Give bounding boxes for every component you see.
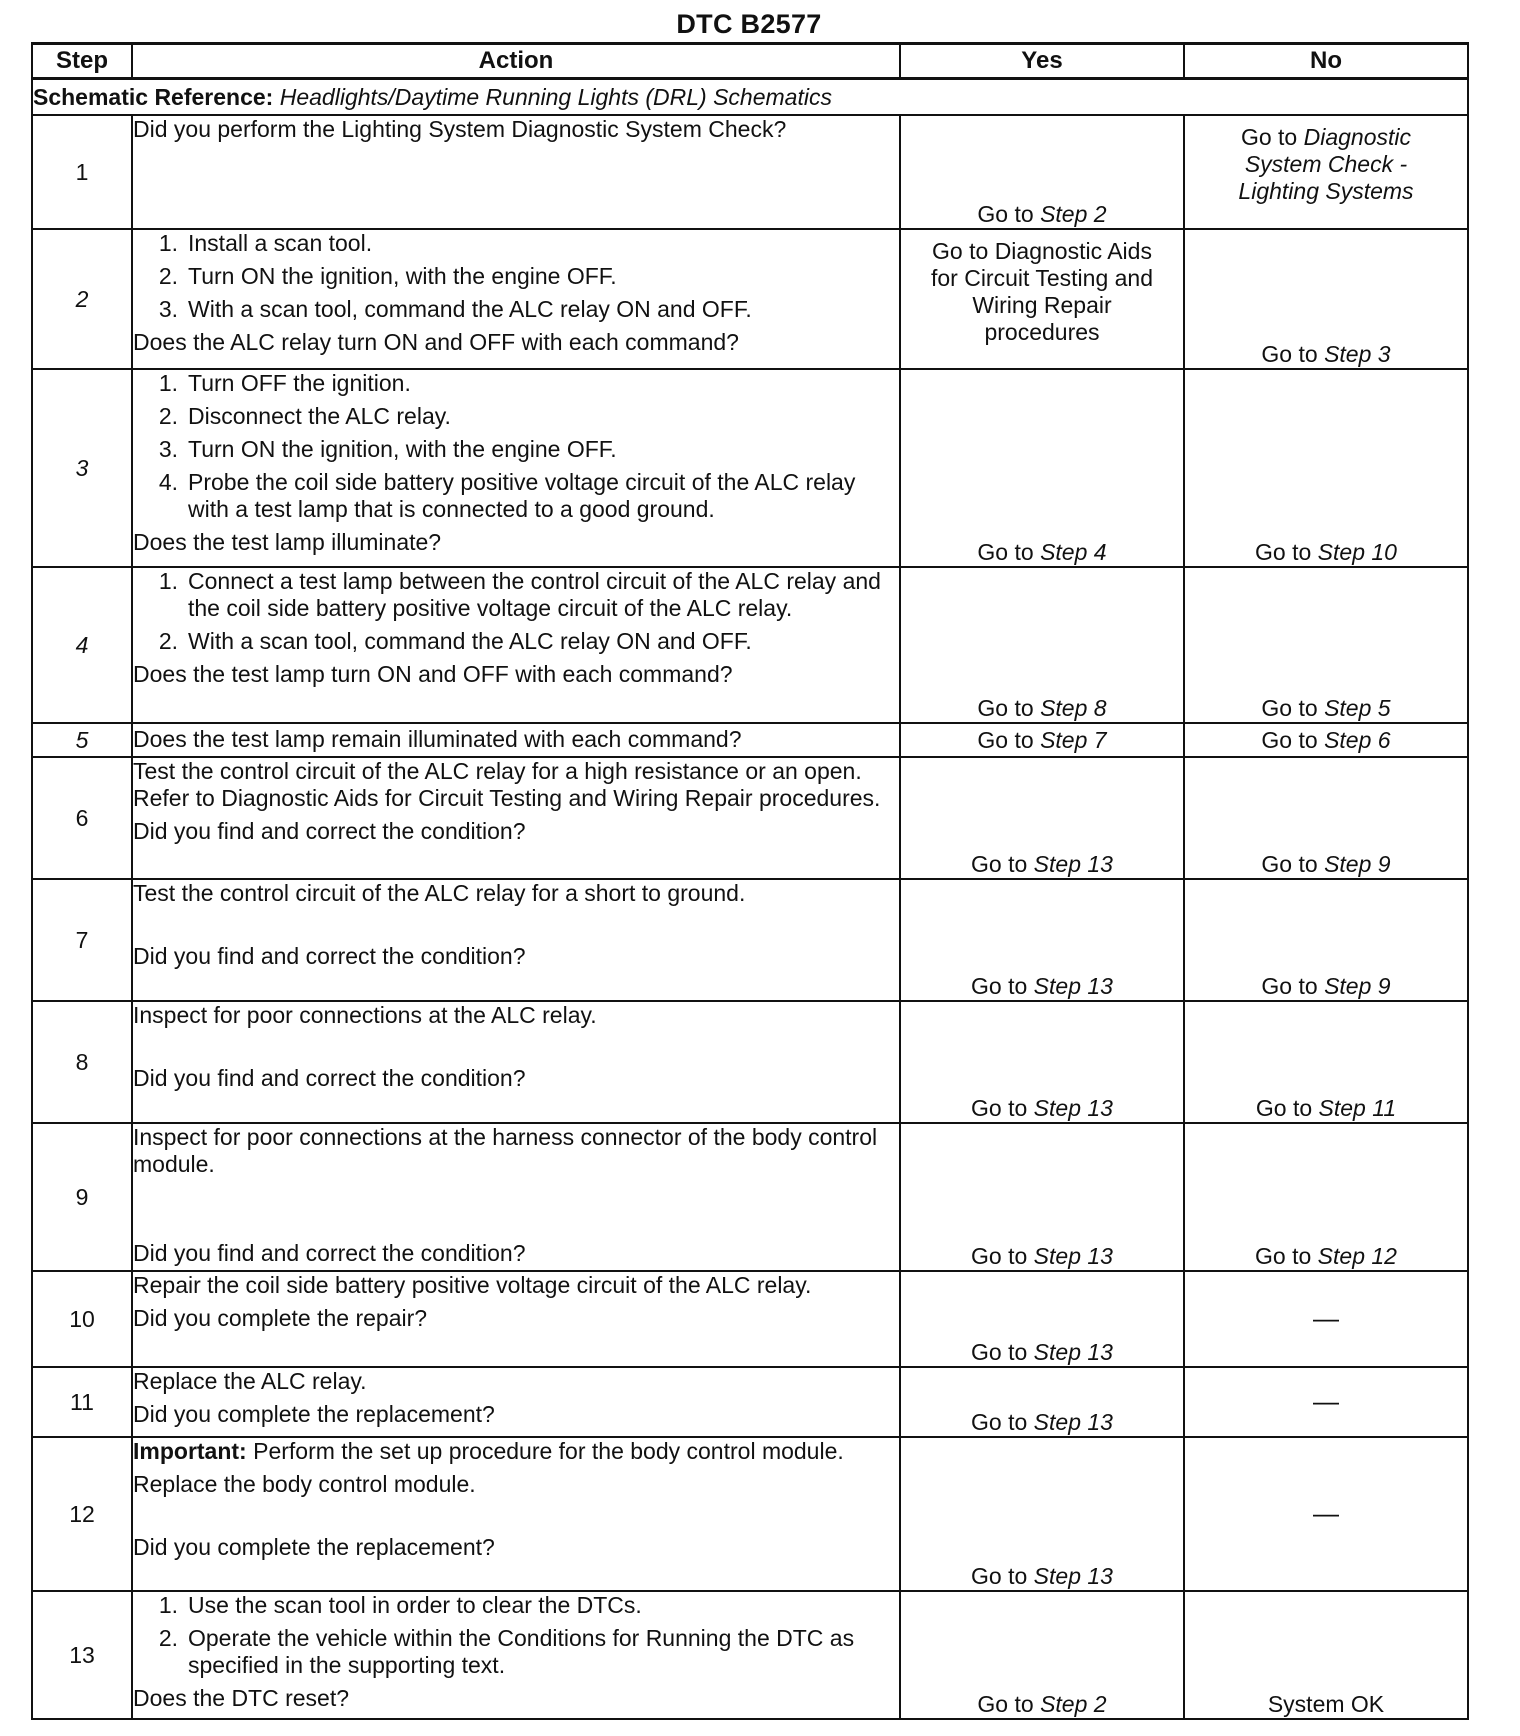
question: Does the test lamp turn ON and OFF with each command? [133,661,733,687]
yes-step-link: Step 13 [1033,1095,1113,1121]
yes-cell [900,723,1184,757]
yes-prefix: Go to [977,726,1041,753]
no-link-line2: System Check - [1244,151,1408,177]
step-number: 5 [32,723,132,757]
no-cell [1184,1271,1468,1367]
yes-step-link: Step 2 [1040,1691,1107,1717]
header-yes: Yes [900,44,1184,79]
item-text: Connect a test lamp between the control circuit of the ALC relay and the coil side battery positive voltage circuit of the ALC relay. [188,568,881,621]
no-cell [1184,369,1468,567]
question: Did you find and correct the condition? [133,1240,526,1266]
table-row [32,1001,1468,1123]
item-number: 1. [158,568,178,594]
no-prefix: Go to [1261,695,1325,721]
action-cell [132,1271,900,1367]
schematic-reference [32,79,1468,116]
item-number: 1. [158,370,178,396]
yes-prefix: Go to [977,1691,1041,1717]
item-text: Disconnect the ALC relay. [188,403,451,429]
item-number: 1. [158,1592,178,1618]
yes-prefix: Go to [971,851,1034,877]
yes-cell [900,879,1184,1001]
table-row [32,757,1468,879]
item-number: 1. [158,230,178,256]
no-dash: — [1313,1498,1339,1528]
table-row [32,369,1468,567]
no-step-link: Step 3 [1324,341,1391,367]
question: Did you complete the repair? [133,1305,428,1331]
yes-prefix: Go to [971,1095,1034,1121]
yes-cell [900,1367,1184,1437]
yes-cell [900,1591,1184,1719]
no-prefix: Go to [1255,539,1318,565]
action-cell [132,115,900,229]
yes-step-link: Step 8 [1040,695,1107,721]
yes-cell [900,1271,1184,1367]
no-dash: — [1313,1303,1339,1333]
item-text: With a scan tool, command the ALC relay ON and OFF. [188,296,752,322]
action-list [133,370,899,523]
schematic-reference-label: Schematic Reference: [33,83,274,110]
no-step-link: Step 12 [1317,1243,1397,1269]
action-cell [132,229,900,369]
item-text: With a scan tool, command the ALC relay ON and OFF. [188,628,752,654]
question: Did you complete the replacement? [133,1401,495,1427]
no-cell [1184,567,1468,723]
page-title: DTC B2577 [676,9,822,39]
step-number: 9 [32,1123,132,1271]
yes-cell [900,369,1184,567]
diagnostic-table [31,42,1469,1720]
no-prefix: Go to [1261,973,1325,999]
item-number: 4. [158,469,178,495]
item-number: 3. [158,436,178,462]
yes-step-link: Step 13 [1033,851,1113,877]
no-step-link: Step 9 [1324,973,1391,999]
no-cell [1184,229,1468,369]
action-cell [132,369,900,567]
important-text: Perform the set up procedure for the body control module. [246,1438,844,1464]
yes-cell [900,115,1184,229]
yes-cell [900,567,1184,723]
question: Does the test lamp remain illuminated with each command? [133,726,742,752]
action-list [133,230,899,323]
yes-cell [900,1123,1184,1271]
action-cell [132,1123,900,1271]
yes-step-link: Step 13 [1033,973,1113,999]
yes-prefix: Go to [971,973,1034,999]
no-link-line1: Diagnostic [1303,124,1412,150]
no-step-link: Step 10 [1317,539,1397,565]
item-text: Turn OFF the ignition. [188,370,411,396]
table-row [32,1123,1468,1271]
item-text: Operate the vehicle within the Conditions for Running the DTC as specified in the supporting text. [188,1625,855,1678]
list-item [133,370,899,397]
yes-prefix: Go to [977,539,1041,565]
no-cell [1184,1367,1468,1437]
item-text: Install a scan tool. [188,230,373,256]
list-item [133,296,899,323]
question: Did you find and correct the condition? [133,1065,526,1091]
yes-prefix: Go to [971,1563,1034,1589]
list-item [133,568,899,622]
question: Did you find and correct the condition? [133,943,526,969]
header-step: Step [32,44,132,79]
yes-cell [900,757,1184,879]
question: Does the test lamp illuminate? [133,529,442,555]
no-cell [1184,757,1468,879]
table-row [32,1271,1468,1367]
item-number: 3. [158,296,178,322]
table-row [32,567,1468,723]
question: Does the ALC relay turn ON and OFF with each command? [133,329,739,355]
table-row [32,1591,1468,1719]
action-text: Replace the body control module. [133,1471,476,1497]
list-item [133,263,899,290]
header-row [32,44,1468,79]
no-prefix: Go to [1261,851,1325,877]
schematic-reference-row [32,79,1468,116]
no-prefix: Go to [1255,1243,1318,1269]
step-number: 3 [32,369,132,567]
no-cell [1184,879,1468,1001]
no-dash: — [1313,1386,1339,1416]
list-item [133,1592,899,1619]
list-item [133,1625,899,1679]
question: Did you find and correct the condition? [133,818,526,844]
item-text: Turn ON the ignition, with the engine OFF. [188,263,617,289]
list-item [133,403,899,430]
important-note [133,1438,899,1465]
item-number: 2. [158,1625,178,1651]
action-cell [132,723,900,757]
no-step-link: Step 6 [1324,726,1391,753]
step-number: 11 [32,1367,132,1437]
yes-step-link: Step 4 [1040,539,1107,565]
item-number: 2. [158,263,178,289]
list-item [133,230,899,257]
step-number: 8 [32,1001,132,1123]
action-list [133,568,899,655]
no-cell [1184,1437,1468,1591]
yes-step-link: Step 2 [1040,201,1107,227]
yes-prefix: Go to [977,201,1041,227]
no-prefix: Go to [1255,1095,1319,1121]
action-cell [132,1367,900,1437]
table-row [32,1437,1468,1591]
yes-text: Go to Diagnostic Aids for Circuit Testing and Wiring Repair procedures [930,238,1153,345]
no-cell [1184,1001,1468,1123]
yes-step-link: Step 7 [1040,726,1107,753]
action-text: Replace the ALC relay. [133,1368,367,1394]
item-text: Use the scan tool in order to clear the DTCs. [188,1592,642,1618]
list-item [133,628,899,655]
yes-cell [900,229,1184,369]
yes-prefix: Go to [971,1339,1034,1365]
action-text: Test the control circuit of the ALC relay for a short to ground. [133,880,746,906]
yes-prefix: Go to [977,695,1041,721]
no-link-line3: Lighting Systems [1238,178,1414,204]
action-cell [132,1001,900,1123]
yes-prefix: Go to [971,1409,1034,1435]
step-number: 2 [32,229,132,369]
yes-step-link: Step 13 [1033,1563,1113,1589]
schematic-reference-link: Headlights/Daytime Running Lights (DRL) Schematics [279,83,832,110]
yes-cell [900,1437,1184,1591]
no-cell [1184,115,1468,229]
step-number: 1 [32,115,132,229]
action-cell [132,1591,900,1719]
no-prefix: Go to [1240,124,1304,150]
item-text: Probe the coil side battery positive voltage circuit of the ALC relay with a test lamp that is connected to a good ground. [188,469,856,522]
list-item [133,469,899,523]
no-step-link: Step 5 [1324,695,1391,721]
action-cell [132,1437,900,1591]
action-text: Repair the coil side battery positive voltage circuit of the ALC relay. [133,1272,812,1298]
important-label: Important: [133,1438,247,1464]
no-prefix: Go to [1261,726,1325,753]
yes-cell [900,1001,1184,1123]
question: Does the DTC reset? [133,1685,350,1711]
action-text: Inspect for poor connections at the ALC relay. [133,1002,597,1028]
no-step-link: Step 11 [1318,1095,1397,1121]
step-number: 10 [32,1271,132,1367]
list-item [133,436,899,463]
header-action: Action [132,44,900,79]
step-number: 13 [32,1591,132,1719]
item-text: Turn ON the ignition, with the engine OFF. [188,436,617,462]
table-row [32,115,1468,229]
yes-step-link: Step 13 [1033,1339,1113,1365]
yes-step-link: Step 13 [1033,1243,1113,1269]
table-row [32,723,1468,757]
action-list [133,1592,899,1679]
no-prefix: Go to [1261,341,1325,367]
no-cell [1184,1591,1468,1719]
table-row [32,229,1468,369]
step-number: 6 [32,757,132,879]
action-text: Test the control circuit of the ALC relay for a high resistance or an open. Refer to Diagnostic Aids for Circuit Testing and Wiring Repair procedures. [133,758,881,811]
no-result: System OK [1267,1691,1385,1717]
no-cell [1184,1123,1468,1271]
yes-step-link: Step 13 [1033,1409,1113,1435]
no-cell [1184,723,1468,757]
table-row [32,879,1468,1001]
action-cell [132,567,900,723]
question: Did you complete the replacement? [133,1534,495,1560]
question: Did you perform the Lighting System Diagnostic System Check? [133,116,787,142]
item-number: 2. [158,403,178,429]
step-number: 12 [32,1437,132,1591]
table-row [32,1367,1468,1437]
action-cell [132,879,900,1001]
no-step-link: Step 9 [1324,851,1391,877]
action-text: Inspect for poor connections at the harness connector of the body control module. [133,1124,878,1177]
header-no: No [1184,44,1468,79]
yes-prefix: Go to [971,1243,1034,1269]
step-number: 7 [32,879,132,1001]
action-cell [132,757,900,879]
step-number: 4 [32,567,132,723]
item-number: 2. [158,628,178,654]
